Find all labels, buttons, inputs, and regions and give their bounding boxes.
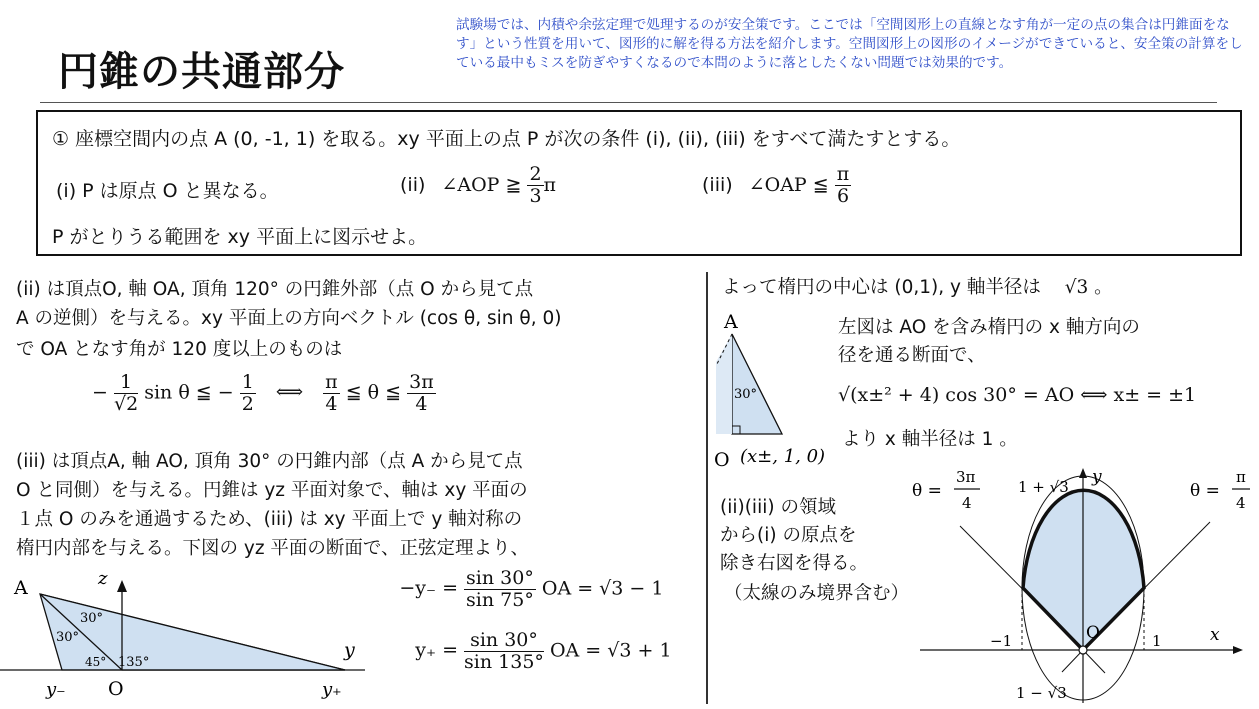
condition-iii-label: (iii) — [702, 173, 733, 196]
fraction-1-over-root2 — [114, 372, 138, 415]
angle-30-lower: 30° — [56, 630, 80, 645]
angle-30-label: 30° — [734, 387, 758, 402]
sentence-end: 。 — [1094, 277, 1113, 298]
fraction-denominator: 4 — [325, 392, 338, 415]
point-x-pm-label: (x±, 1, 0) — [740, 446, 826, 467]
section-text-line3: より x 軸半径は 1 。 — [842, 429, 1018, 450]
page-title: 円錐の共通部分 — [58, 48, 345, 95]
ii-text-line3: で OA となす角が 120 度以上のものは — [16, 339, 343, 360]
ii-text-line1: (ii) は頂点O, 軸 OA, 頂角 120° の円錐外部（点 O から見て点 — [16, 279, 534, 300]
x-axis-arrow-icon — [1233, 646, 1243, 654]
iii-text-line3: １点 O のみを通過するため、(iii) は xy 平面上で y 軸対称の — [16, 509, 523, 530]
cone-shade — [716, 334, 732, 434]
y-top-value-label: 1 + √3 — [1018, 478, 1069, 496]
section-triangle — [732, 334, 782, 434]
condition-iii-expr: ∠OAP ≦ — [748, 173, 829, 196]
fraction-numerator: 2 — [529, 163, 542, 185]
fraction-denominator: 4 — [415, 392, 428, 415]
ellipse-center-sentence: よって楕円の中心は (0,1), y 軸半径は — [722, 277, 1041, 298]
equation-lhs: y₊ = — [415, 639, 458, 662]
z-axis-label: z — [98, 568, 108, 589]
condition-iii — [702, 164, 851, 207]
result-text-line4: （太線のみ境界含む） — [724, 583, 910, 604]
axial-section-figure — [708, 306, 848, 478]
sine-ratio-fraction — [464, 630, 544, 673]
condition-ii-label: (ii) — [400, 173, 426, 196]
xy-region-figure — [900, 458, 1259, 709]
theta-left-label: θ = — [912, 481, 942, 501]
z-axis-arrow-icon — [117, 580, 127, 592]
y-axis-label: y — [344, 639, 355, 661]
equation-rhs: OA = √3 − 1 — [541, 577, 664, 600]
y-axis-arrow-icon — [1079, 468, 1087, 478]
fraction-numerator: 3π — [409, 371, 434, 393]
condition-i: (i) P は原点 O と異なる。 — [56, 180, 279, 202]
inequality-theta — [92, 372, 436, 415]
y-bottom-value-label: 1 − √3 — [1016, 684, 1067, 702]
fraction-3pi-over-4 — [407, 372, 436, 415]
intro-paragraph: 試験場では、内積や余弦定理で処理するのが安全策です。ここでは「空間図形上の直線となす角が一定の点の集合は円錐面をなす」という性質を用いて、図形的に解を得る方法を紹介します。空間図形上の図形のイメージができていると、安全策の計算をしている最中もミスを防ぎやすくなるので本問のように落としたくない問題では効果的です。 — [456, 17, 1243, 71]
theta-range-expr: ≦ θ ≦ — [345, 381, 402, 404]
equation-rhs: OA = √3 + 1 — [549, 639, 672, 662]
theta-right-label: θ = — [1190, 481, 1220, 501]
x-plus1-label: 1 — [1152, 632, 1162, 650]
problem-box — [36, 110, 1242, 256]
sine-ratio-fraction — [464, 568, 536, 611]
fraction-denominator: √2 — [113, 392, 139, 415]
theta-right-numerator: π — [1236, 468, 1246, 486]
section-equation: √(x±² + 4) cos 30° = AO ⟺ x± = ±1 — [838, 384, 1197, 406]
theta-right-denominator: 4 — [1236, 494, 1246, 512]
angle-45: 45° — [85, 655, 107, 669]
fraction-denominator: 3 — [529, 184, 542, 207]
sqrt3-value: √3 — [1064, 277, 1089, 298]
point-a-label: A — [14, 577, 28, 599]
condition-ii-fraction — [527, 164, 543, 207]
fraction-numerator: π — [325, 371, 338, 393]
header-divider — [40, 102, 1217, 103]
origin-label: O — [714, 449, 730, 471]
iii-text-line2: O と同側）を与える。円錐は yz 平面対象で、軸は xy 平面の — [16, 480, 528, 501]
fraction-numerator: π — [836, 163, 850, 185]
fraction-denominator: 2 — [241, 392, 254, 415]
origin-label: O — [1086, 623, 1100, 643]
fraction-numerator: sin 30° — [466, 567, 534, 589]
problem-question: P がとりうる範囲を xy 平面上に図示せよ。 — [52, 226, 428, 248]
section-text-line2: 径を通る断面で、 — [838, 345, 986, 366]
fraction-denominator: sin 75° — [466, 588, 534, 611]
sin-theta-expr: sin θ ≦ − — [144, 381, 234, 404]
fraction-pi-over-4 — [323, 372, 340, 415]
x-minus1-label: −1 — [990, 632, 1013, 650]
origin-label: O — [108, 678, 124, 700]
fraction-1-over-2 — [240, 372, 256, 415]
equation-lhs: −y₋ = — [399, 577, 458, 600]
angle-135: 135° — [118, 655, 150, 670]
iii-text-line4: 楕円内部を与える。下図の yz 平面の断面で、正弦定理より、 — [16, 538, 530, 559]
equation-y-plus — [392, 630, 672, 673]
result-text-line2: から(i) の原点を — [720, 525, 857, 546]
fraction-denominator: 6 — [836, 184, 850, 207]
condition-ii-expr: ∠AOP ≧ — [441, 173, 522, 196]
ellipse-center-text — [722, 274, 1113, 301]
y-axis-label: y — [1092, 467, 1102, 487]
iff-symbol: ⟺ — [275, 381, 304, 404]
y-minus-label: y₋ — [46, 679, 66, 700]
point-a-label: A — [724, 311, 738, 333]
ray-extension-right — [1083, 650, 1105, 673]
condition-ii — [400, 164, 556, 207]
x-axis-label: x — [1210, 625, 1220, 645]
fraction-denominator: sin 135° — [464, 650, 544, 673]
fraction-numerator: 1 — [114, 372, 138, 394]
fraction-numerator: 1 — [241, 371, 254, 393]
result-text-line3: 除き右図を得る。 — [720, 553, 869, 574]
section-text-line1: 左図は AO を含み楕円の x 軸方向の — [838, 317, 1140, 338]
pi-symbol: π — [543, 173, 557, 196]
ii-text-line2: A の逆側）を与える。xy 平面上の方向ベクトル (cos θ, sin θ, 0) — [16, 308, 562, 329]
origin-open-circle — [1079, 646, 1087, 654]
yz-section-figure — [0, 562, 380, 707]
fraction-numerator: sin 30° — [464, 630, 544, 652]
y-plus-label: y₊ — [322, 679, 342, 700]
condition-iii-fraction — [835, 164, 852, 207]
result-text-line1: (ii)(iii) の領域 — [720, 497, 836, 518]
minus-sign: − — [92, 381, 108, 404]
theta-left-numerator: 3π — [956, 468, 976, 486]
angle-30-upper: 30° — [80, 611, 104, 626]
iii-text-line1: (iii) は頂点A, 軸 AO, 頂角 30° の円錐内部（点 A から見て点 — [16, 451, 523, 472]
equation-y-minus — [392, 568, 663, 611]
problem-statement: ① 座標空間内の点 A (0, -1, 1) を取る。xy 平面上の点 P が次の条件 (i), (ii), (iii) をすべて満たすとする。 — [52, 128, 961, 150]
theta-left-denominator: 4 — [962, 494, 972, 512]
